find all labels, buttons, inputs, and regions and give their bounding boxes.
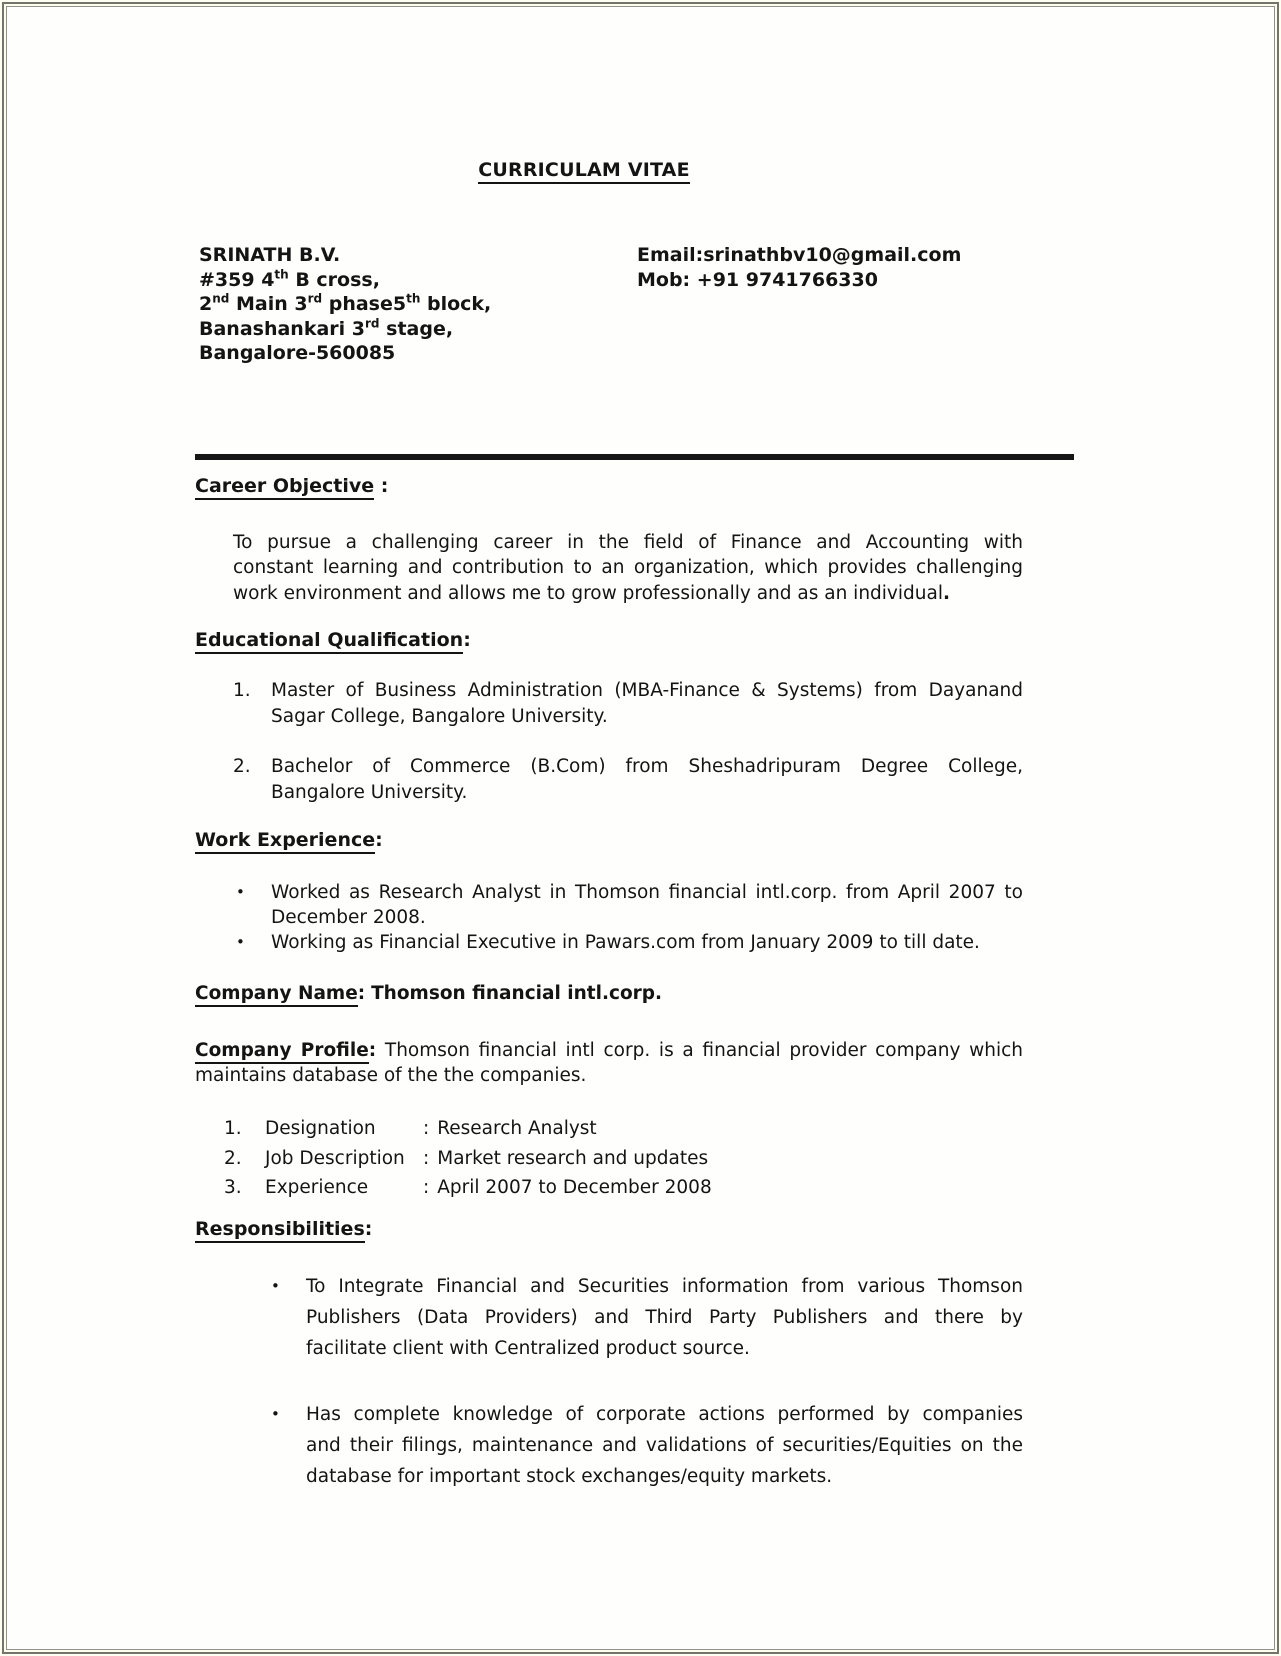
detail-colon: :	[423, 1118, 430, 1139]
label-colon: :	[357, 983, 366, 1004]
list-number: 2.	[233, 756, 251, 777]
ordinal-suffix: nd	[212, 291, 230, 306]
education-list	[195, 678, 1023, 806]
resume-content	[7, 159, 1274, 1492]
page-border-inner	[6, 6, 1275, 1650]
heading-colon: :	[374, 474, 389, 497]
paragraph-line: constant learning and contribution to an organization, which provides challenging	[233, 557, 1023, 578]
address-line-3-text: Banashankari 3	[199, 317, 366, 340]
document-title	[170, 159, 998, 181]
company-profile-line	[195, 1038, 1023, 1063]
work-experience-heading-text: Work Experience	[195, 829, 375, 854]
work-experience-item	[236, 880, 1023, 930]
address-line-2-text: 2	[199, 293, 213, 315]
detail-value: Market research and updates	[437, 1147, 709, 1169]
address-line-2-text: Main 3	[229, 293, 308, 315]
item-line: facilitate client with Centralized product source.	[306, 1337, 750, 1359]
item-line: Publishers (Data Providers) and Third Party Publishers and there by	[306, 1306, 1023, 1328]
work-experience-heading	[195, 828, 1023, 852]
ordinal-suffix: th	[274, 267, 289, 282]
bullet-icon: •	[236, 883, 245, 901]
list-number: 2.	[224, 1147, 242, 1169]
item-line: Working as Financial Executive in Pawars.com from January 2009 to till date.	[271, 932, 980, 953]
address-line-1-text: #359 4	[199, 268, 275, 291]
address-line-2-text: block,	[420, 293, 492, 315]
item-line: database for important stock exchanges/equity markets.	[306, 1465, 833, 1487]
education-heading	[195, 628, 1023, 652]
list-number: 1.	[224, 1118, 242, 1139]
paragraph-line-text: work environment and allows me to grow professionally and as an individual	[233, 582, 943, 604]
detail-label: Designation	[265, 1118, 376, 1139]
contact-address-block	[199, 243, 637, 366]
work-experience-item	[236, 930, 1023, 955]
detail-label: Job Description	[265, 1147, 405, 1169]
list-number: 3.	[224, 1177, 242, 1198]
item-line: To Integrate Financial and Securities information from various Thomson	[306, 1275, 1023, 1297]
career-objective-heading-text: Career Objective	[195, 475, 374, 500]
item-line: and their filings, maintenance and validations of securities/Equities on the	[306, 1434, 1023, 1456]
contact-header	[199, 243, 1023, 366]
responsibilities-heading-text: Responsibilities	[195, 1218, 365, 1243]
ordinal-suffix: th	[406, 291, 421, 306]
paragraph-line: To pursue a challenging career in the field of Finance and Accounting with	[233, 531, 1023, 553]
email-line: Email:srinathbv10@gmail.com	[637, 244, 962, 266]
item-line: Bangalore University.	[271, 782, 468, 803]
detail-colon: :	[423, 1177, 430, 1198]
position-details-list	[195, 1114, 1023, 1203]
document-title-text: CURRICULAM VITAE	[478, 159, 690, 184]
address-line-2	[199, 292, 637, 317]
work-experience-list	[195, 880, 1023, 955]
bullet-icon: •	[271, 1404, 280, 1423]
heading-colon: :	[463, 629, 471, 651]
detail-row	[195, 1173, 1023, 1203]
detail-value: April 2007 to December 2008	[437, 1177, 712, 1198]
address-line-2-text: phase5	[322, 293, 407, 315]
responsibilities-heading	[195, 1217, 1023, 1241]
company-profile-paragraph	[195, 1038, 1023, 1088]
education-heading-text: Educational Qualification	[195, 629, 463, 654]
candidate-name: SRINATH B.V.	[199, 244, 341, 266]
company-name-label: Company Name	[195, 983, 358, 1007]
work-experience-item-text	[271, 930, 1023, 955]
item-line: Master of Business Administration (MBA-Finance & Systems) from Dayanand	[271, 680, 1023, 701]
item-line: Worked as Research Analyst in Thomson financial intl.corp. from April 2007 to	[271, 882, 1023, 903]
career-objective-paragraph	[233, 530, 1023, 607]
education-item-text	[271, 754, 1023, 806]
education-item	[233, 678, 1023, 730]
responsibility-item-text	[306, 1399, 1023, 1492]
company-profile-text: Thomson financial intl corp. is a financial provider company which	[384, 1040, 1023, 1061]
career-objective-heading	[195, 474, 1023, 498]
bullet-icon: •	[271, 1276, 280, 1295]
heading-colon: :	[364, 1217, 373, 1240]
address-line-3-text: stage,	[379, 317, 454, 340]
education-item-text	[271, 678, 1023, 730]
heading-colon: :	[375, 829, 383, 851]
list-number: 1.	[233, 680, 251, 701]
item-line: December 2008.	[271, 907, 426, 928]
paragraph-line	[233, 581, 1023, 607]
bullet-icon: •	[236, 933, 245, 951]
ordinal-suffix: rd	[365, 316, 380, 331]
detail-colon: :	[423, 1147, 430, 1169]
detail-row	[195, 1144, 1023, 1174]
item-line: Bachelor of Commerce (B.Com) from Sheshadripuram Degree College,	[271, 756, 1023, 777]
company-profile-label: Company Profile	[195, 1040, 369, 1064]
bold-period: .	[942, 582, 950, 604]
company-profile-line: maintains database of the the companies.	[195, 1065, 587, 1086]
company-name-value: Thomson financial intl.corp.	[371, 983, 663, 1004]
education-item	[233, 754, 1023, 806]
responsibility-item	[271, 1271, 1023, 1364]
page-border-outer	[2, 2, 1279, 1654]
responsibility-item	[271, 1399, 1023, 1492]
mobile-line: Mob: +91 9741766330	[637, 268, 878, 291]
item-line: Has complete knowledge of corporate actions performed by companies	[306, 1403, 1023, 1425]
address-line-1	[199, 268, 637, 293]
detail-label: Experience	[265, 1177, 369, 1198]
responsibility-item-text	[306, 1271, 1023, 1364]
company-name-line	[195, 982, 1023, 1006]
detail-value: Research Analyst	[437, 1118, 597, 1139]
address-line-3	[199, 317, 637, 342]
detail-row	[195, 1114, 1023, 1144]
label-colon: :	[368, 1040, 377, 1061]
contact-reach-block	[637, 243, 1023, 366]
ordinal-suffix: rd	[307, 291, 323, 306]
address-line-4: Bangalore-560085	[199, 342, 396, 364]
address-line-1-text: B cross,	[288, 268, 380, 291]
work-experience-item-text	[271, 880, 1023, 930]
item-line: Sagar College, Bangalore University.	[271, 706, 608, 727]
responsibilities-list	[195, 1271, 1023, 1492]
section-divider-rule	[195, 454, 1074, 460]
